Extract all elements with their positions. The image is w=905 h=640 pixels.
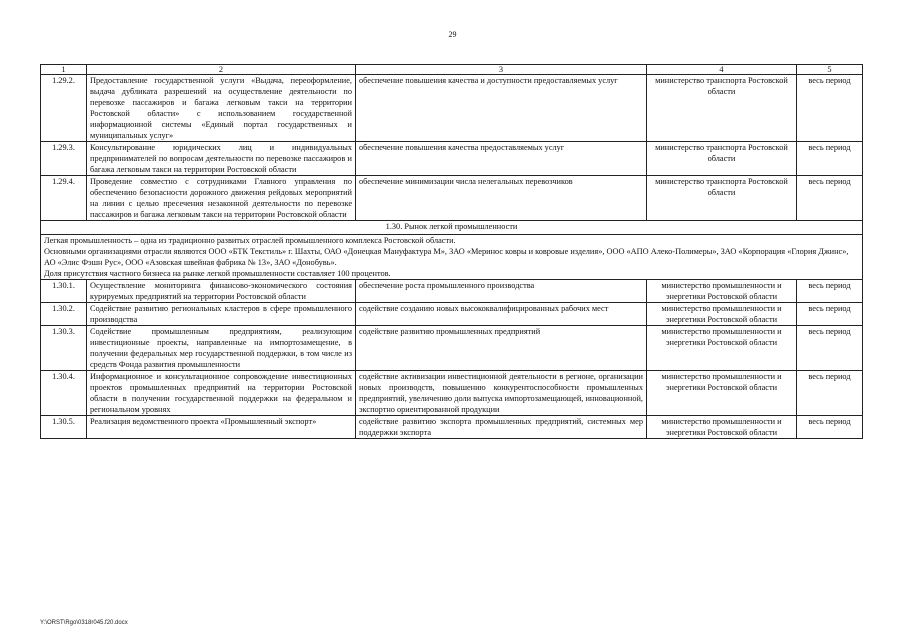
measure-result: содействие развитию экспорта промышленных предприятий, системных мер поддержки экспорта bbox=[356, 416, 647, 439]
measure-description: Информационное и консультационное сопровождение инвестиционных проектов промышленных предприятий на территории Ростовской области в получении государственной поддержки на федеральном и региональном уровнях bbox=[87, 371, 356, 416]
section-intro-row bbox=[41, 235, 863, 280]
measure-description: Предоставление государственной услуги «Выдача, переоформление, выдача дубликата разрешений на осуществление деятельности по перевозке пассажиров и багажа легковым такси на территории Ростовской области» с использованием государственной информационной системы «Единый портал государственных и муниципальных услуг» bbox=[87, 75, 356, 142]
row-number: 1.29.4. bbox=[41, 176, 87, 221]
intro-paragraph: Доля присутствия частного бизнеса на рынке легкой промышленности составляет 100 процентов. bbox=[44, 269, 391, 278]
measure-result: содействие активизации инвестиционной деятельности в регионе, организации новых производств, повышению конкурентоспособности промышленных предприятий, увеличению доли выпуска импортозамещающей, инновационной, экспортно ориентированной продукции bbox=[356, 371, 647, 416]
measure-description: Осуществление мониторинга финансово-экономического состояния курируемых предприятий на территории Ростовской области bbox=[87, 280, 356, 303]
measure-executor: министерство промышленности и энергетики Ростовской области bbox=[647, 416, 797, 439]
table-row bbox=[41, 326, 863, 371]
measure-executor: министерство транспорта Ростовской области bbox=[647, 75, 797, 142]
row-number: 1.30.1. bbox=[41, 280, 87, 303]
row-number: 1.30.3. bbox=[41, 326, 87, 371]
section-intro bbox=[41, 235, 863, 280]
header-cell: 2 bbox=[87, 65, 356, 75]
measure-period: весь период bbox=[797, 303, 863, 326]
row-number: 1.30.5. bbox=[41, 416, 87, 439]
table-header-row bbox=[41, 65, 863, 75]
measure-period: весь период bbox=[797, 75, 863, 142]
header-cell: 4 bbox=[647, 65, 797, 75]
measure-description: Содействие развитию региональных кластеров в сфере промышленного производства bbox=[87, 303, 356, 326]
section-title-row bbox=[41, 221, 863, 235]
measure-description: Проведение совместно с сотрудниками Главного управления по обеспечению безопасности дорожного движения рейдовых мероприятий на линии с целью пресечения незаконной деятельности по перевозке пассажиров и багажа легковым такси на территории Ростовской области bbox=[87, 176, 356, 221]
measure-result: обеспечение повышения качества и доступности предоставляемых услуг bbox=[356, 75, 647, 142]
measures-table bbox=[40, 64, 863, 439]
row-number: 1.29.3. bbox=[41, 142, 87, 176]
measure-result: обеспечение минимизации числа нелегальных перевозчиков bbox=[356, 176, 647, 221]
table-row bbox=[41, 75, 863, 142]
measure-description: Реализация ведомственного проекта «Промышленный экспорт» bbox=[87, 416, 356, 439]
section-title: 1.30. Рынок легкой промышленности bbox=[41, 221, 863, 235]
measure-executor: министерство транспорта Ростовской области bbox=[647, 142, 797, 176]
measure-executor: министерство промышленности и энергетики Ростовской области bbox=[647, 303, 797, 326]
header-cell: 1 bbox=[41, 65, 87, 75]
measure-executor: министерство промышленности и энергетики Ростовской области bbox=[647, 326, 797, 371]
document-file-path: Y:\ORST\Rgo\0318r045.f20.docx bbox=[40, 620, 128, 626]
measure-result: обеспечение роста промышленного производства bbox=[356, 280, 647, 303]
measure-period: весь период bbox=[797, 280, 863, 303]
table-row bbox=[41, 176, 863, 221]
page-number: 29 bbox=[448, 30, 457, 39]
measure-result: содействие развитию промышленных предприятий bbox=[356, 326, 647, 371]
measure-period: весь период bbox=[797, 416, 863, 439]
table-row bbox=[41, 303, 863, 326]
intro-paragraph: Основными организациями отрасли являются ООО «БТК Текстиль» г. Шахты, ОАО «Донецкая Мануфактура М», ЗАО «Меринос ковры и ковровые изделия», ООО «АПО Алеко-Полимеры», ЗАО «Корпорация «Глория Джинс», АО «Элис Фэшн Рус», ООО «Азовская швейная фабрика № 13», ЗАО «Донобувь». bbox=[44, 247, 849, 267]
row-number: 1.30.2. bbox=[41, 303, 87, 326]
header-cell: 5 bbox=[797, 65, 863, 75]
row-number: 1.30.4. bbox=[41, 371, 87, 416]
measure-period: весь период bbox=[797, 371, 863, 416]
measure-result: содействие созданию новых высококвалифицированных рабочих мест bbox=[356, 303, 647, 326]
measure-period: весь период bbox=[797, 326, 863, 371]
intro-paragraph: Легкая промышленность – одна из традиционно развитых отраслей промышленного комплекса Ростовской области. bbox=[44, 236, 456, 245]
measure-result: обеспечение повышения качества предоставляемых услуг bbox=[356, 142, 647, 176]
table-row bbox=[41, 280, 863, 303]
measure-period: весь период bbox=[797, 176, 863, 221]
measure-description: Содействие промышленным предприятиям, реализующим инвестиционные проекты, направленные на импортозамещение, в получении федеральных мер государственной поддержки, в том числе из средств Фонда развития промышленности bbox=[87, 326, 356, 371]
table-row bbox=[41, 416, 863, 439]
measure-executor: министерство промышленности и энергетики Ростовской области bbox=[647, 371, 797, 416]
measure-executor: министерство промышленности и энергетики Ростовской области bbox=[647, 280, 797, 303]
table-row bbox=[41, 142, 863, 176]
measure-executor: министерство транспорта Ростовской области bbox=[647, 176, 797, 221]
row-number: 1.29.2. bbox=[41, 75, 87, 142]
header-cell: 3 bbox=[356, 65, 647, 75]
measure-description: Консультирование юридических лиц и индивидуальных предпринимателей по вопросам деятельности по перевозке пассажиров и багажа легковым такси на территории Ростовской области bbox=[87, 142, 356, 176]
measure-period: весь период bbox=[797, 142, 863, 176]
table-row bbox=[41, 371, 863, 416]
